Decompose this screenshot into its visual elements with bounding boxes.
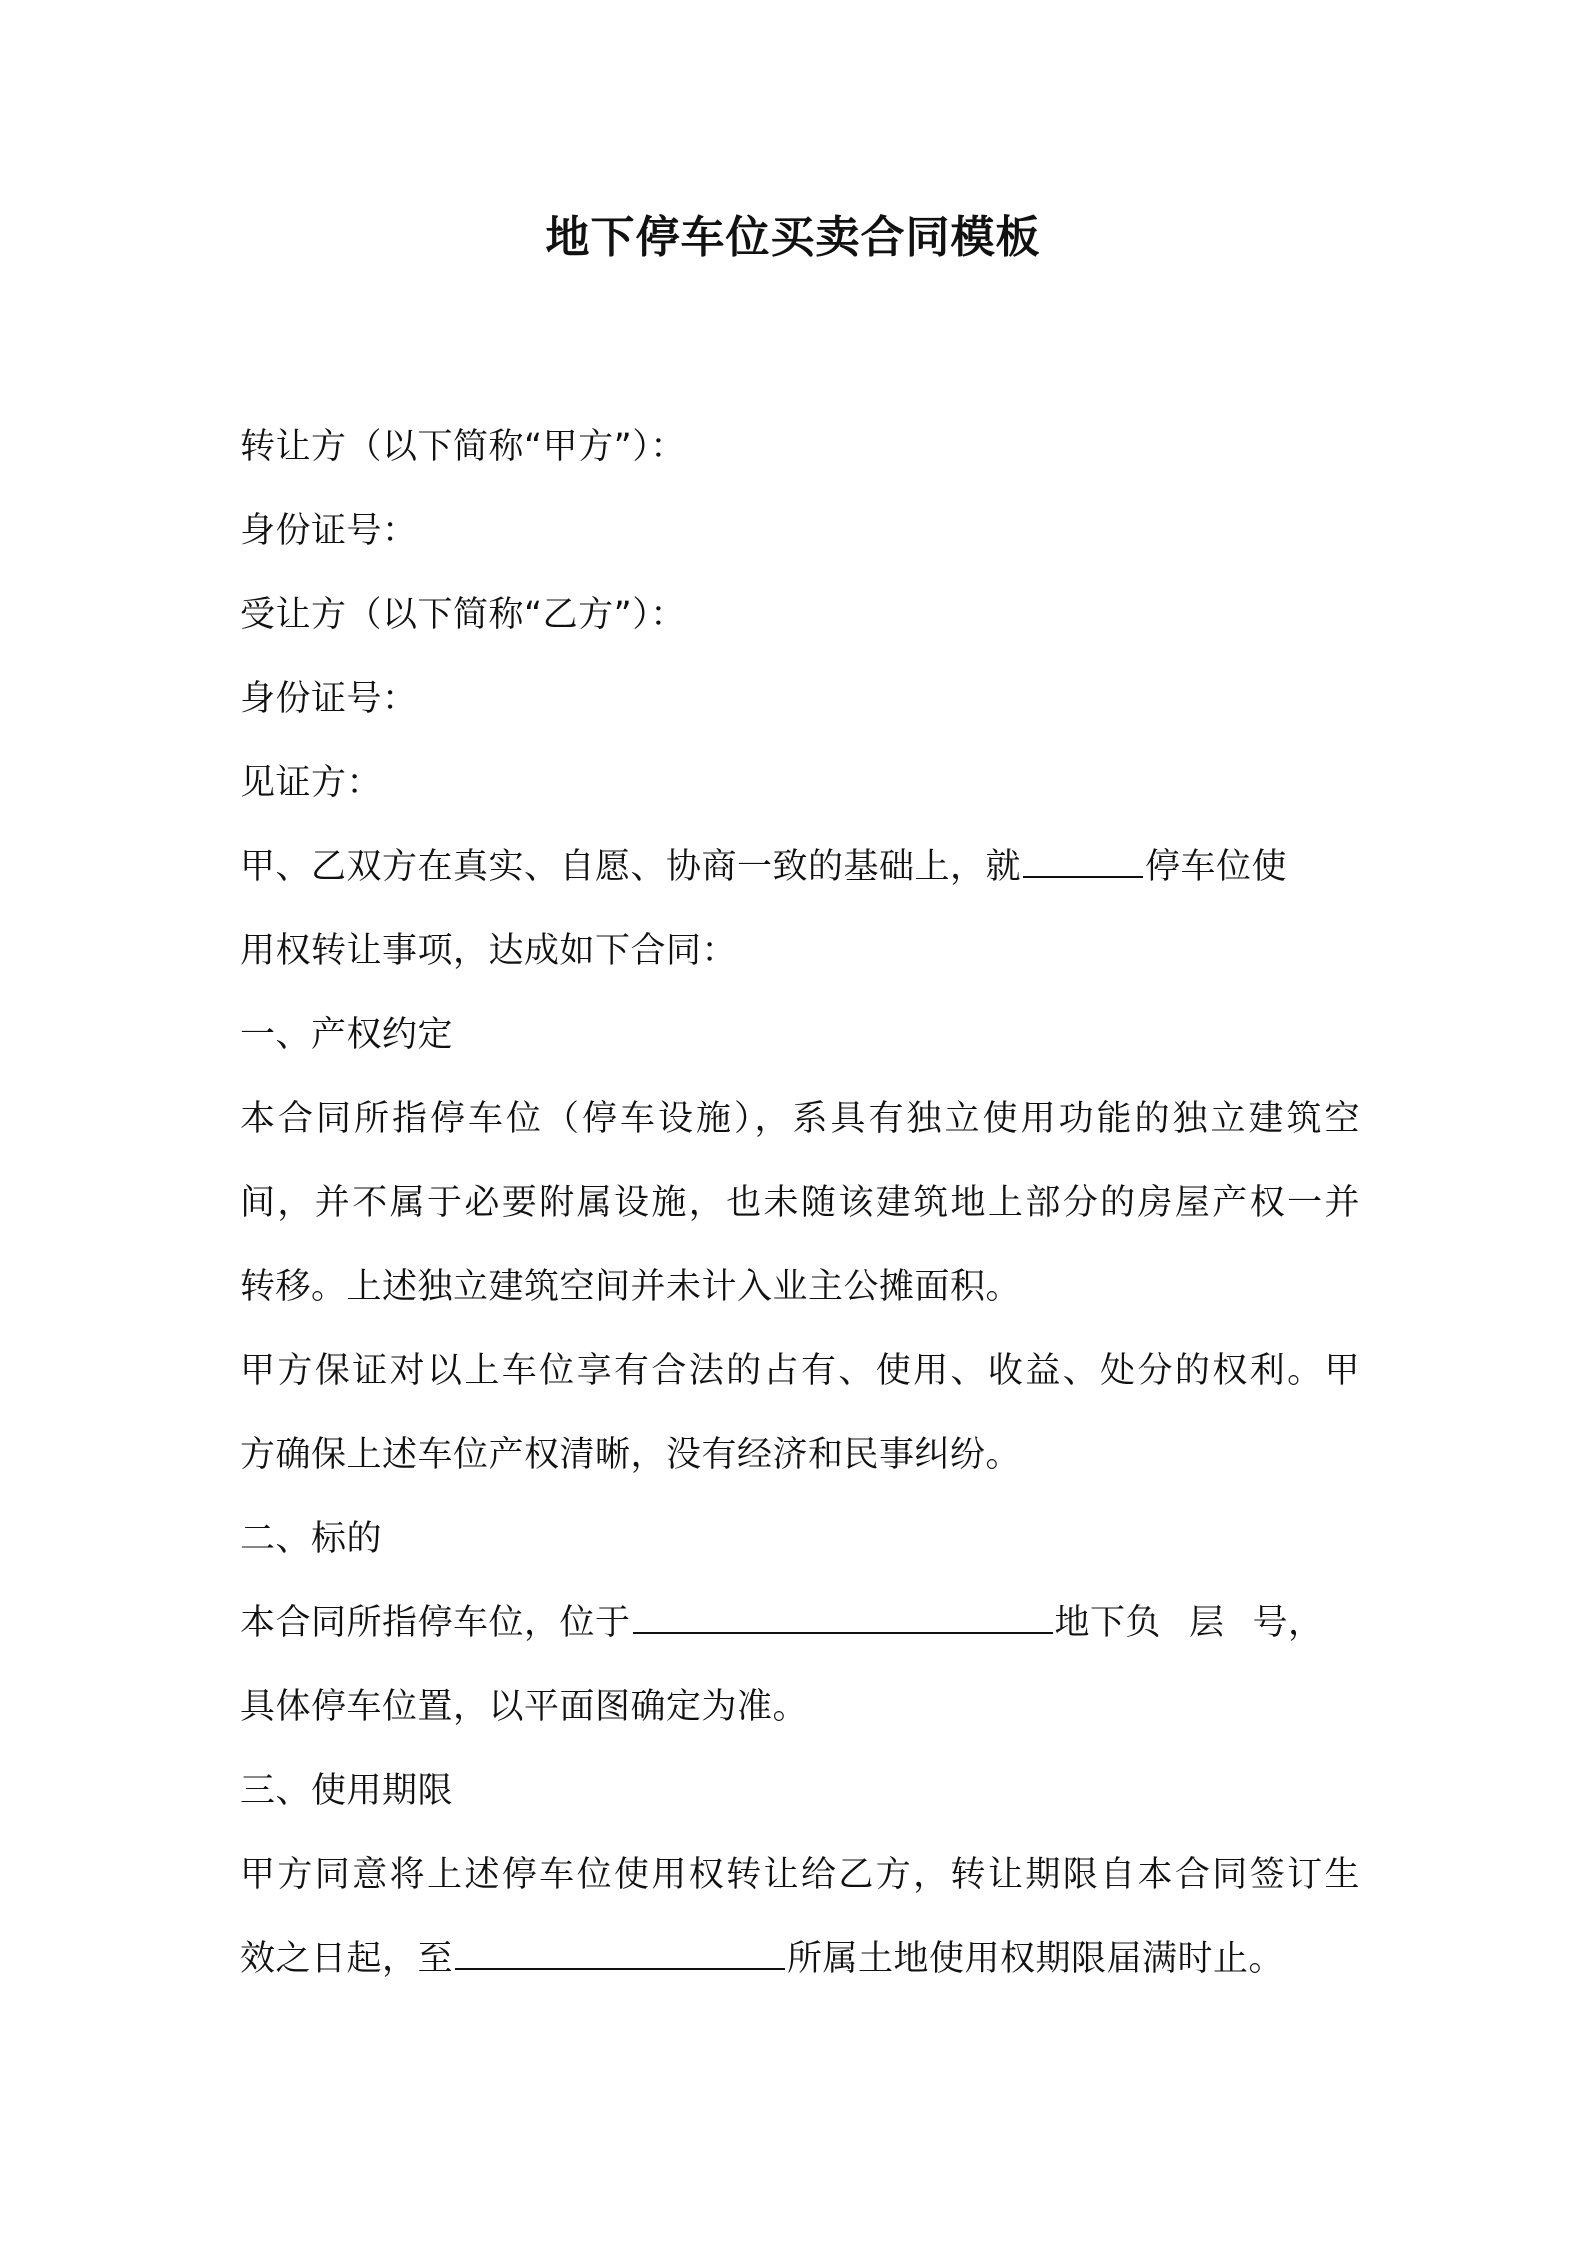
section-1-paragraph-1-line-3: 转移。上述独立建筑空间并未计入业主公摊面积。 — [240, 1267, 1022, 1307]
section-3-line-1: 甲方同意将上述停车位使用权转让给乙方，转让期限自本合同签订生 — [240, 1855, 1360, 1895]
subject-text-c: 层 — [1189, 1603, 1225, 1643]
section-2-line-1 — [240, 1581, 1360, 1665]
subject-text-b: 地下负 — [1054, 1603, 1162, 1643]
term-text-b: 所属土地使用权期限届满时止。 — [787, 1939, 1285, 1979]
section-heading-2: 二、标的 — [240, 1519, 383, 1559]
section-1-paragraph-2-line-2: 方确保上述车位产权清晰，没有经济和民事纠纷。 — [240, 1435, 1022, 1475]
parking-location-blank — [1023, 842, 1143, 878]
subject-text-a: 本合同所指停车位，位于 — [240, 1603, 631, 1643]
section-1-paragraph-1-line-1: 本合同所指停车位（停车设施），系具有独立使用功能的独立建筑空 — [240, 1099, 1360, 1139]
preamble-line-1 — [240, 825, 1360, 909]
witness-line: 见证方： — [240, 763, 383, 803]
preamble-text-b: 停车位使 — [1145, 847, 1288, 887]
transferor-line: 转让方（以下简称“甲方”）： — [240, 427, 686, 467]
transferee-line: 受让方（以下简称“乙方”）： — [240, 595, 686, 635]
address-blank — [633, 1598, 1053, 1634]
term-end-blank — [455, 1934, 785, 1970]
subject-text-d: 号， — [1252, 1603, 1324, 1643]
section-heading-1: 一、产权约定 — [240, 1015, 454, 1055]
section-1-paragraph-2-line-1: 甲方保证对以上车位享有合法的占有、使用、收益、处分的权利。甲 — [240, 1351, 1360, 1391]
section-heading-3: 三、使用期限 — [240, 1771, 454, 1811]
section-3-line-2 — [240, 1917, 1360, 2001]
preamble-text-a: 甲、乙双方在真实、自愿、协商一致的基础上，就 — [240, 847, 1022, 887]
preamble-line-2: 用权转让事项，达成如下合同： — [240, 931, 738, 971]
section-2-line-2: 具体停车位置，以平面图确定为准。 — [240, 1687, 809, 1727]
transferee-id-line: 身份证号： — [240, 679, 418, 719]
transferor-id-line: 身份证号： — [240, 511, 418, 551]
document-title: 地下停车位买卖合同模板 — [545, 212, 1041, 263]
document-body — [240, 405, 1360, 2001]
term-text-a: 效之日起，至 — [240, 1939, 454, 1979]
section-1-paragraph-1-line-2: 间，并不属于必要附属设施，也未随该建筑地上部分的房屋产权一并 — [240, 1183, 1360, 1223]
